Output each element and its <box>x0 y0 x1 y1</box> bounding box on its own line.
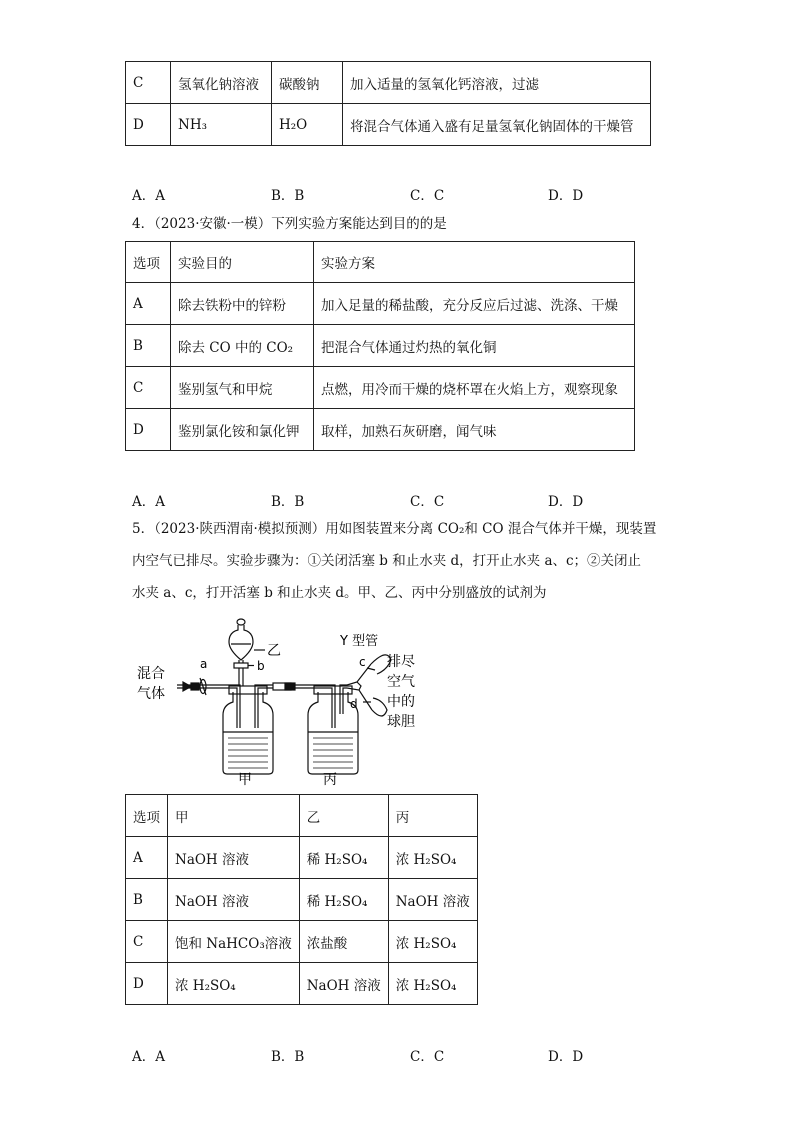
cell-substance: 氢氧化钠溶液 <box>171 62 272 104</box>
label-jia: 甲 <box>238 772 252 788</box>
header-jia: 甲 <box>168 795 300 837</box>
table-row <box>126 921 478 963</box>
table-row <box>126 963 478 1005</box>
option-c: C．C <box>410 1049 445 1065</box>
header-yi: 乙 <box>299 795 388 837</box>
label-bulb-3: 中的 <box>387 694 415 710</box>
option-a: A．A <box>132 1049 165 1065</box>
cell-plan: 把混合气体通过灼热的氧化铜 <box>314 325 635 367</box>
table-row <box>126 837 478 879</box>
apparatus-diagram <box>125 610 415 790</box>
table-header-row <box>126 242 635 283</box>
question-5-line-2: 内空气已排尽。实验步骤为：①关闭活塞 b 和止水夹 d，打开止水夹 a、c；②关闭止 <box>132 553 642 569</box>
cell-impurity: H₂O <box>272 104 343 146</box>
question-5-line-3: 水夹 a、c，打开活塞 b 和止水夹 d。甲、乙、丙中分别盛放的试剂为 <box>132 585 547 601</box>
table-row <box>126 104 651 146</box>
question-4-options <box>132 490 632 510</box>
option-b: B．B <box>271 1049 305 1065</box>
label-c: c <box>359 655 366 669</box>
cell-jia: 饱和 NaHCO₃溶液 <box>168 921 300 963</box>
cell-method: 将混合气体通入盛有足量氢氧化钠固体的干燥管 <box>343 104 651 146</box>
option-d: D．D <box>548 1049 584 1065</box>
header-option: 选项 <box>126 795 168 837</box>
option-b: B．B <box>271 188 305 204</box>
cell-yi: 浓盐酸 <box>299 921 388 963</box>
cell-option: D <box>126 104 171 146</box>
cell-option: D <box>126 963 168 1005</box>
cell-yi: 稀 H₂SO₄ <box>299 837 388 879</box>
cell-option: D <box>126 409 171 451</box>
table-row <box>126 409 635 451</box>
header-purpose: 实验目的 <box>171 242 314 283</box>
cell-option: B <box>126 325 171 367</box>
cell-bing: 浓 H₂SO₄ <box>388 837 477 879</box>
question-5-options <box>132 1045 632 1065</box>
label-a: a <box>200 657 208 671</box>
question-4-stem: 4．（2023·安徽·一模）下列实验方案能达到目的的是 <box>132 216 447 232</box>
label-bulb-2: 空气 <box>387 674 415 690</box>
cell-impurity: 碳酸钠 <box>272 62 343 104</box>
cell-option: B <box>126 879 168 921</box>
table-row <box>126 283 635 325</box>
option-a: A．A <box>132 494 165 510</box>
label-bing: 丙 <box>323 772 337 788</box>
cell-option: A <box>126 837 168 879</box>
answer-options-prev <box>132 184 632 204</box>
cell-bing: NaOH 溶液 <box>388 879 477 921</box>
label-d: d <box>350 697 358 711</box>
cell-option: C <box>126 921 168 963</box>
option-a: A．A <box>132 188 165 204</box>
table-row <box>126 367 635 409</box>
question-5-table <box>125 794 478 1005</box>
cell-purpose: 鉴别氯化铵和氯化钾 <box>171 409 314 451</box>
option-d: D．D <box>548 494 584 510</box>
cell-purpose: 除去铁粉中的锌粉 <box>171 283 314 325</box>
question-5-line-1: 5．（2023·陕西渭南·模拟预测）用如图装置来分离 CO₂和 CO 混合气体并干燥，现装置 <box>132 521 657 537</box>
cell-plan: 取样，加熟石灰研磨，闻气味 <box>314 409 635 451</box>
label-bulb-1: 排尽 <box>387 654 415 670</box>
label-y-tube: Y 型管 <box>340 634 379 649</box>
table-row <box>126 879 478 921</box>
label-bulb-4: 球胆 <box>387 714 415 730</box>
cell-substance: NH₃ <box>171 104 272 146</box>
option-b: B．B <box>271 494 305 510</box>
label-yi: 乙 <box>267 643 281 659</box>
cell-option: C <box>126 62 171 104</box>
cell-bing: 浓 H₂SO₄ <box>388 963 477 1005</box>
header-plan: 实验方案 <box>314 242 635 283</box>
cell-yi: NaOH 溶液 <box>299 963 388 1005</box>
cell-plan: 点燃，用冷而干燥的烧杯罩在火焰上方，观察现象 <box>314 367 635 409</box>
label-mixed-gas-1: 混合 <box>137 666 165 682</box>
table-row <box>126 325 635 367</box>
header-option: 选项 <box>126 242 171 283</box>
cell-bing: 浓 H₂SO₄ <box>388 921 477 963</box>
cell-jia: 浓 H₂SO₄ <box>168 963 300 1005</box>
cell-plan: 加入足量的稀盐酸，充分反应后过滤、洗涤、干燥 <box>314 283 635 325</box>
cell-option: C <box>126 367 171 409</box>
cell-option: A <box>126 283 171 325</box>
cell-purpose: 除去 CO 中的 CO₂ <box>171 325 314 367</box>
cell-jia: NaOH 溶液 <box>168 837 300 879</box>
cell-jia: NaOH 溶液 <box>168 879 300 921</box>
table-row <box>126 62 651 104</box>
cell-method: 加入适量的氢氧化钙溶液，过滤 <box>343 62 651 104</box>
table-prev-question <box>125 61 651 146</box>
cell-purpose: 鉴别氢气和甲烷 <box>171 367 314 409</box>
label-mixed-gas-2: 气体 <box>137 686 165 702</box>
option-c: C．C <box>410 188 445 204</box>
label-b: b <box>257 659 265 673</box>
cell-yi: 稀 H₂SO₄ <box>299 879 388 921</box>
header-bing: 丙 <box>388 795 477 837</box>
table-header-row <box>126 795 478 837</box>
option-c: C．C <box>410 494 445 510</box>
option-d: D．D <box>548 188 584 204</box>
question-4-table <box>125 241 635 451</box>
